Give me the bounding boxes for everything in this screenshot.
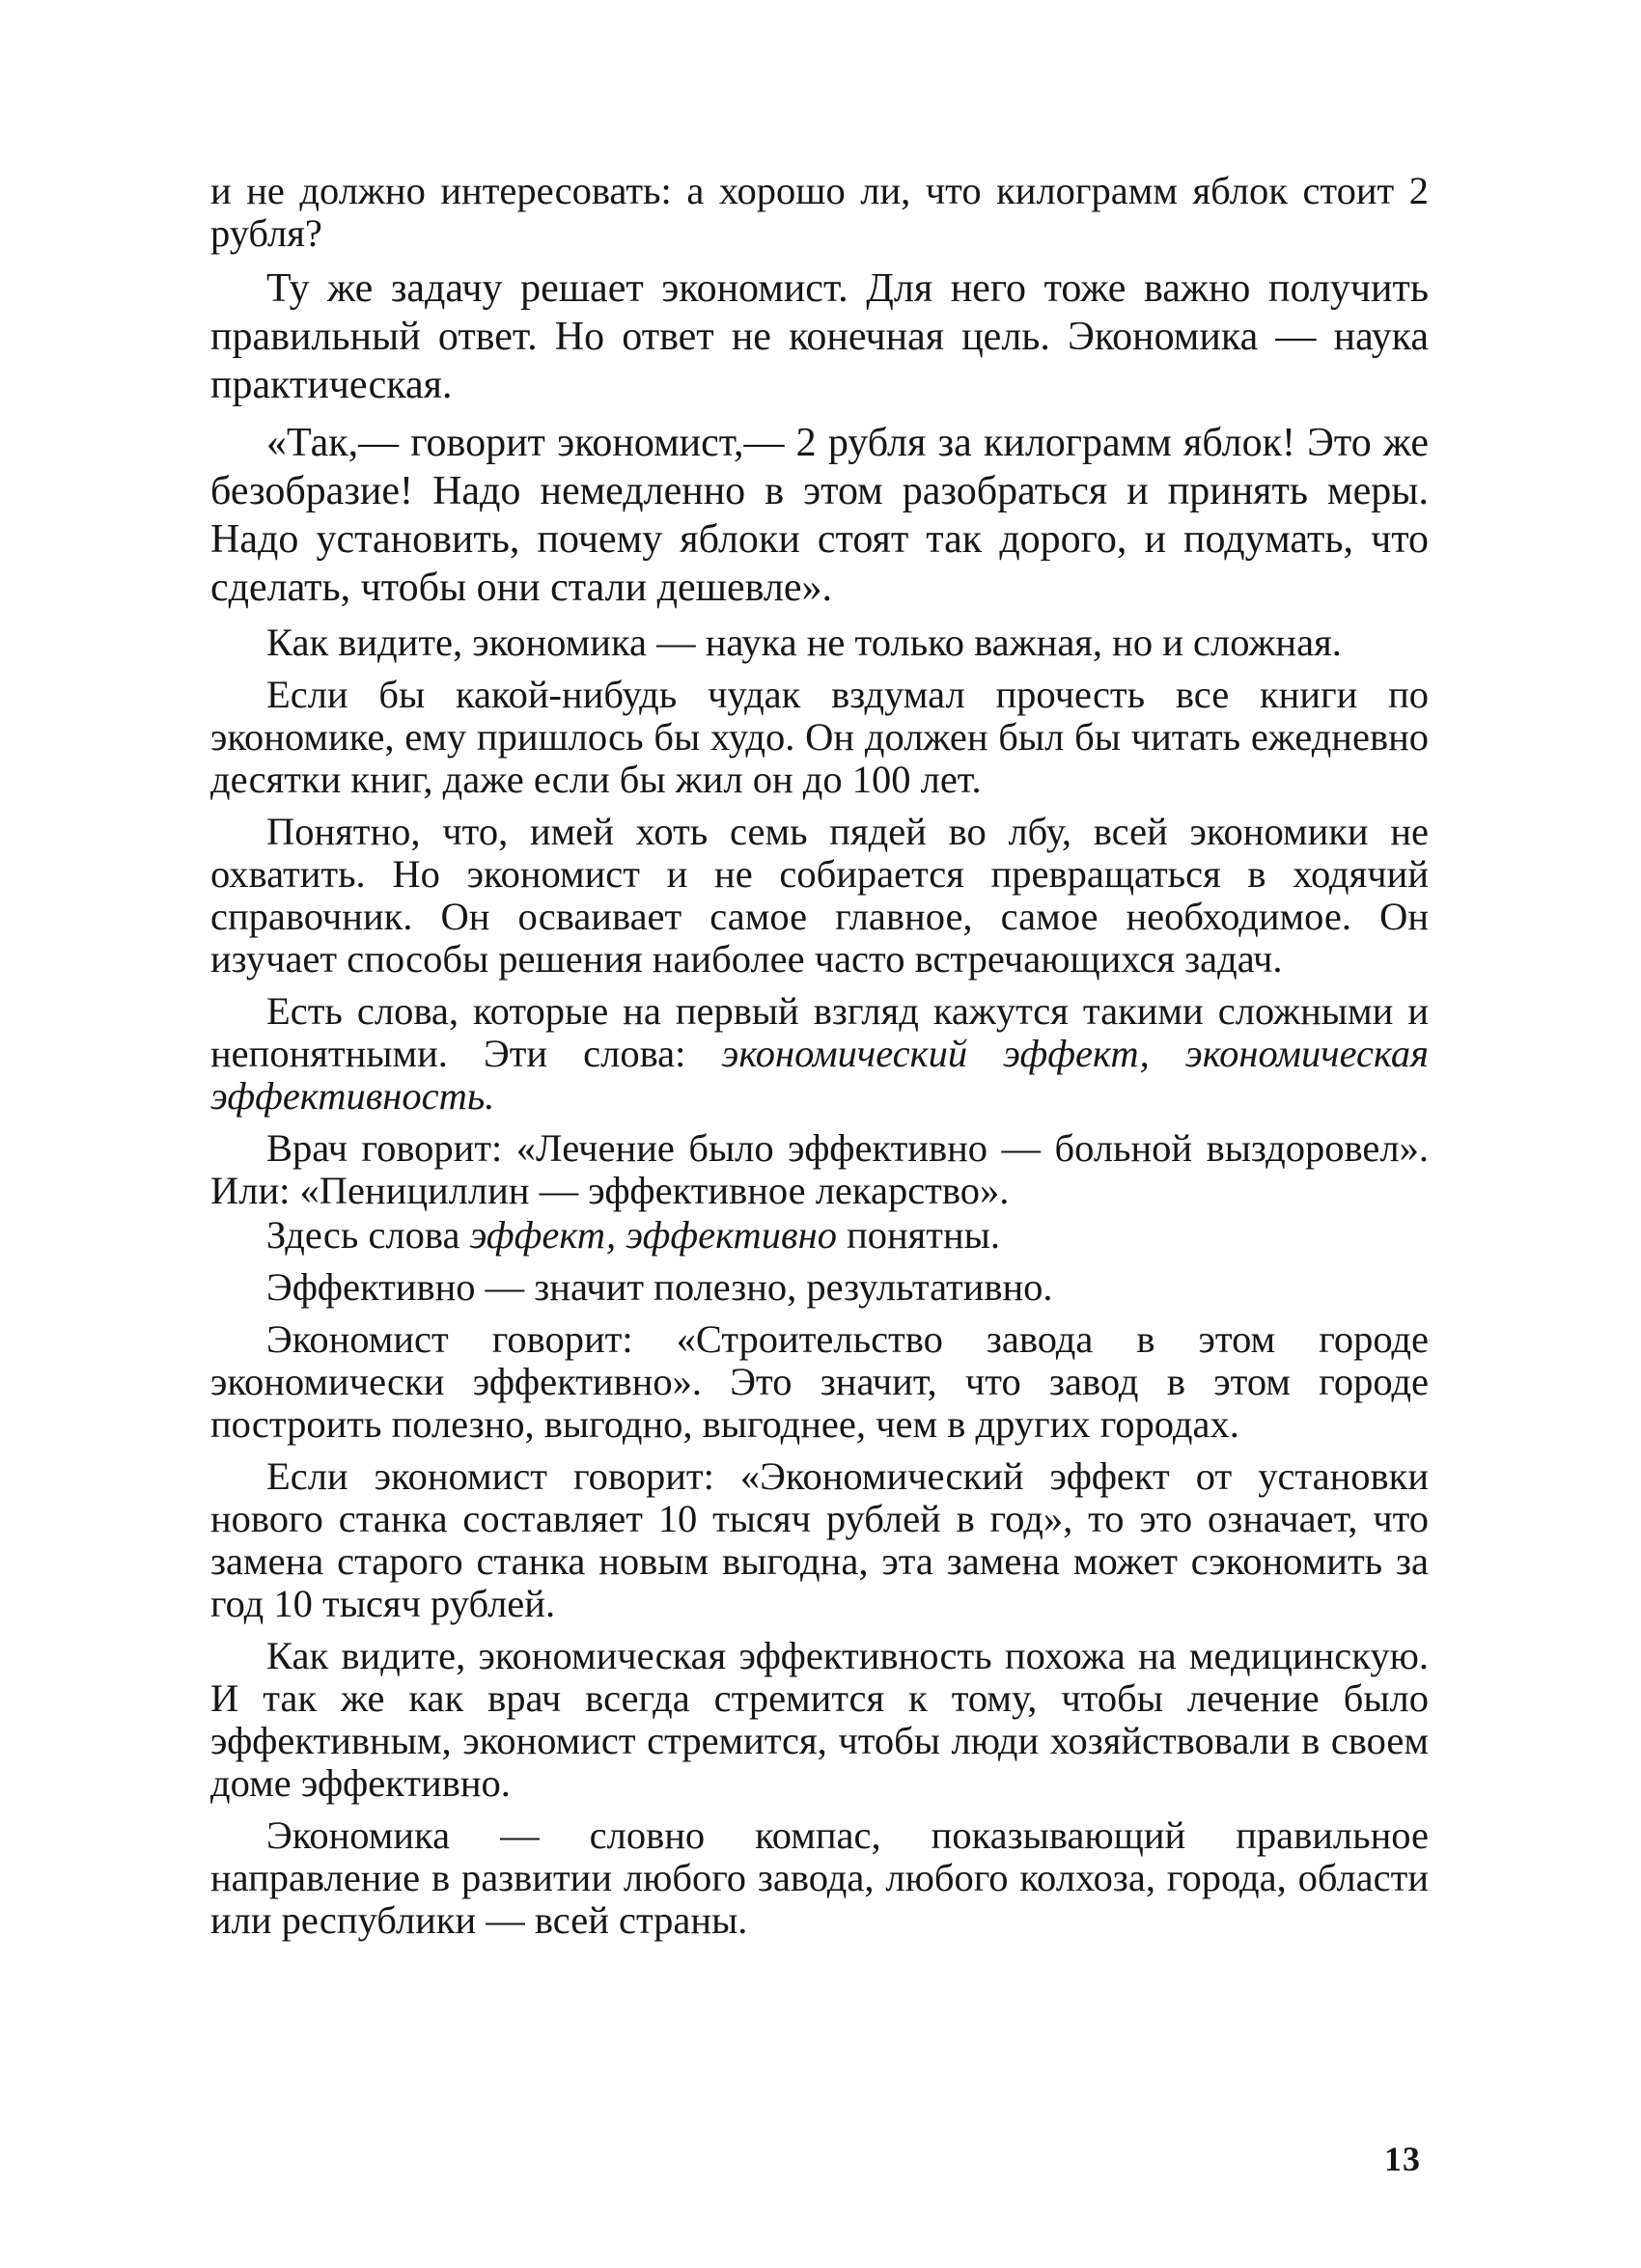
paragraph-12-text: Если экономист говорит: «Экономический эффект от установки нового станка составляет 10 тысяч рублей в год», то это означает, что замена старого станка новым выгодна, эта замена может сэкономить за год 10 тысяч рублей. (210, 1454, 1429, 1625)
paragraph-12 (210, 1455, 1429, 1625)
paragraph-7-italic-terms: экономический эффект, экономическая эффективность. (210, 1032, 1430, 1118)
paragraph-10 (210, 1266, 1429, 1309)
paragraph-5-text: Если бы какой-нибудь чудак вздумал прочесть все книги по экономике, ему пришлось бы худо. Он должен был бы читать ежедневно десятки книг, даже если бы жил он до 100 лет. (210, 673, 1429, 801)
paragraph-7-text: Есть слова, которые на первый взгляд кажутся такими сложными и непонятными. Эти слова: (210, 989, 1429, 1075)
paragraph-8 (210, 1127, 1429, 1212)
paragraph-3 (210, 419, 1429, 612)
page-number: 13 (1384, 2140, 1421, 2178)
paragraph-11-text: Экономист говорит: «Строительство завода в этом городе экономически эффективно». Это значит, что завод в этом городе построить полезно, выгодно, выгоднее, чем в других городах. (210, 1317, 1429, 1446)
paragraph-9-italic-terms: эффект, эффективно (469, 1213, 837, 1257)
paragraph-9-text-end: понятны. (836, 1213, 1001, 1257)
paragraph-2-text: Ту же задачу решает экономист. Для него тоже важно получить правильный ответ. Но ответ не конечная цель. Экономика — наука практическая. (210, 266, 1429, 407)
paragraph-14 (210, 1814, 1429, 1942)
paragraph-11 (210, 1318, 1429, 1446)
paragraph-9-text-start: Здесь слова (266, 1213, 470, 1257)
paragraph-1 (210, 170, 1429, 255)
paragraph-1-text: и не должно интересовать: а хорошо ли, что килограмм яблок стоит 2 рубля? (210, 169, 1429, 255)
paragraph-4-text: Как видите, экономика — наука не только важная, но и сложная. (266, 621, 1342, 664)
paragraph-9 (210, 1214, 1429, 1257)
paragraph-6 (210, 811, 1429, 981)
paragraph-3-text: «Так,— говорит экономист,— 2 рубля за килограмм яблок! Это же безобразие! Надо немедленно в этом разобраться и принять меры. Надо установить, почему яблоки стоят так дорого, и подумать, что сделать, чтобы они стали дешевле». (210, 421, 1429, 610)
paragraph-13-text: Как видите, экономическая эффективность похожа на медицинскую. И так же как врач всегда стремится к тому, чтобы лечение было эффективным, экономист стремится, чтобы люди хозяйствовали в своем доме эффективно. (210, 1634, 1429, 1805)
book-page-text (210, 170, 1429, 1942)
paragraph-10-text: Эффективно — значит полезно, результативно. (266, 1265, 1053, 1309)
paragraph-7 (210, 990, 1429, 1118)
paragraph-13 (210, 1635, 1429, 1805)
paragraph-14-text: Экономика — словно компас, показывающий правильное направление в развитии любого завода, любого колхоза, города, области или республики — всей страны. (210, 1813, 1429, 1942)
paragraph-8-text: Врач говорит: «Лечение было эффективно — больной выздоровел». Или: «Пенициллин — эффективное лекарство». (210, 1126, 1429, 1212)
paragraph-5 (210, 674, 1429, 801)
paragraph-6-text: Понятно, что, имей хоть семь пядей во лбу, всей экономики не охватить. Но экономист и не собирается превращаться в ходячий справочник. Он осваивает самое главное, самое необходимое. Он изучает способы решения наиболее часто встречающихся задач. (210, 810, 1429, 981)
paragraph-4 (210, 622, 1429, 664)
paragraph-2 (210, 264, 1429, 409)
